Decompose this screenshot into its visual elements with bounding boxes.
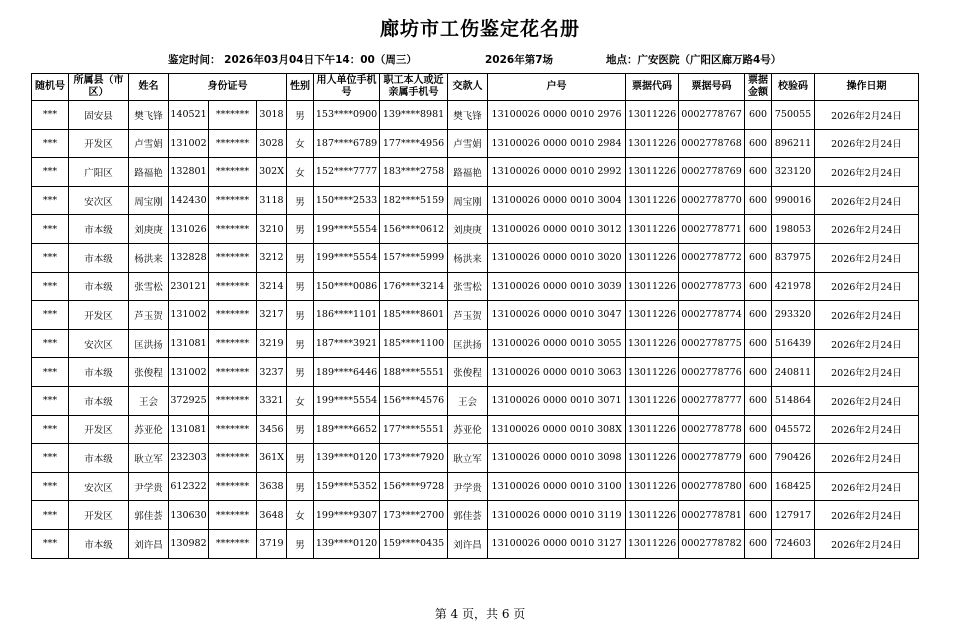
employer-phone-cell: 199****5554 xyxy=(314,215,380,244)
bill-number-cell: 0002778779 xyxy=(679,444,745,473)
table-row xyxy=(32,158,919,187)
bill-code-cell: 13011226 xyxy=(626,529,679,558)
worker-phone-cell: 182****5159 xyxy=(380,186,448,215)
account-cell: 13100026 0000 0010 3071 xyxy=(488,386,626,415)
id-suffix-cell: 3456 xyxy=(257,415,287,444)
payer-cell: 苏亚伦 xyxy=(448,415,488,444)
gender-cell: 女 xyxy=(287,386,314,415)
employer-phone-cell: 139****0120 xyxy=(314,444,380,473)
name-cell: 杨洪来 xyxy=(129,243,169,272)
amount-cell: 600 xyxy=(745,186,772,215)
op-date-cell: 2026年2月24日 xyxy=(815,529,919,558)
account-cell: 13100026 0000 0010 3047 xyxy=(488,301,626,330)
county-cell: 市本级 xyxy=(69,529,129,558)
id-masked-cell: ******* xyxy=(209,301,257,330)
employer-phone-cell: 199****9307 xyxy=(314,501,380,530)
check-code-cell: 790426 xyxy=(772,444,815,473)
table-row xyxy=(32,386,919,415)
id-suffix-cell: 3219 xyxy=(257,329,287,358)
op-date-cell: 2026年2月24日 xyxy=(815,329,919,358)
bill-number-cell: 0002778770 xyxy=(679,186,745,215)
county-cell: 开发区 xyxy=(69,129,129,158)
bill-number-cell: 0002778769 xyxy=(679,158,745,187)
op-date-cell: 2026年2月24日 xyxy=(815,243,919,272)
id-masked-cell: ******* xyxy=(209,358,257,387)
account-cell: 13100026 0000 0010 3098 xyxy=(488,444,626,473)
county-cell: 开发区 xyxy=(69,301,129,330)
name-cell: 尹学贵 xyxy=(129,472,169,501)
worker-phone-cell: 156****0612 xyxy=(380,215,448,244)
random-cell: *** xyxy=(32,272,69,301)
employer-phone-cell: 189****6652 xyxy=(314,415,380,444)
account-cell: 13100026 0000 0010 3127 xyxy=(488,529,626,558)
id-prefix-cell: 612322 xyxy=(169,472,209,501)
employer-phone-cell: 199****5554 xyxy=(314,243,380,272)
col-bill-code: 票据代码 xyxy=(626,74,679,101)
check-code-cell: 750055 xyxy=(772,101,815,130)
worker-phone-cell: 177****5551 xyxy=(380,415,448,444)
bill-code-cell: 13011226 xyxy=(626,158,679,187)
name-cell: 张雪松 xyxy=(129,272,169,301)
id-masked-cell: ******* xyxy=(209,215,257,244)
col-account: 户号 xyxy=(488,74,626,101)
bill-code-cell: 13011226 xyxy=(626,501,679,530)
amount-cell: 600 xyxy=(745,158,772,187)
appraisal-time: 鉴定时间： 2026年03月04日下午14：00（周三） xyxy=(168,54,417,66)
table-row xyxy=(32,329,919,358)
name-cell: 刘许昌 xyxy=(129,529,169,558)
table-row xyxy=(32,301,919,330)
name-cell: 卢雪娟 xyxy=(129,129,169,158)
id-prefix-cell: 131081 xyxy=(169,329,209,358)
check-code-cell: 127917 xyxy=(772,501,815,530)
col-worker-phone: 职工本人或近亲属手机号 xyxy=(380,74,448,101)
bill-code-cell: 13011226 xyxy=(626,129,679,158)
check-code-cell: 293320 xyxy=(772,301,815,330)
county-cell: 开发区 xyxy=(69,501,129,530)
session-number: 2026年第7场 xyxy=(485,54,554,66)
account-cell: 13100026 0000 0010 3012 xyxy=(488,215,626,244)
employer-phone-cell: 189****6446 xyxy=(314,358,380,387)
id-prefix-cell: 232303 xyxy=(169,444,209,473)
col-amount: 票据金额 xyxy=(745,74,772,101)
id-masked-cell: ******* xyxy=(209,129,257,158)
id-masked-cell: ******* xyxy=(209,415,257,444)
payer-cell: 匡洪扬 xyxy=(448,329,488,358)
id-masked-cell: ******* xyxy=(209,329,257,358)
amount-cell: 600 xyxy=(745,358,772,387)
col-employer-phone: 用人单位手机号 xyxy=(314,74,380,101)
worker-phone-cell: 188****5551 xyxy=(380,358,448,387)
bill-number-cell: 0002778775 xyxy=(679,329,745,358)
payer-cell: 张雪松 xyxy=(448,272,488,301)
account-cell: 13100026 0000 0010 3055 xyxy=(488,329,626,358)
random-cell: *** xyxy=(32,158,69,187)
id-suffix-cell: 3212 xyxy=(257,243,287,272)
op-date-cell: 2026年2月24日 xyxy=(815,301,919,330)
check-code-cell: 240811 xyxy=(772,358,815,387)
bill-number-cell: 0002778767 xyxy=(679,101,745,130)
op-date-cell: 2026年2月24日 xyxy=(815,358,919,387)
employer-phone-cell: 150****2533 xyxy=(314,186,380,215)
amount-cell: 600 xyxy=(745,415,772,444)
op-date-cell: 2026年2月24日 xyxy=(815,444,919,473)
id-suffix-cell: 3217 xyxy=(257,301,287,330)
random-cell: *** xyxy=(32,415,69,444)
gender-cell: 男 xyxy=(287,415,314,444)
worker-phone-cell: 183****2758 xyxy=(380,158,448,187)
id-masked-cell: ******* xyxy=(209,386,257,415)
check-code-cell: 198053 xyxy=(772,215,815,244)
name-cell: 王会 xyxy=(129,386,169,415)
id-suffix-cell: 3214 xyxy=(257,272,287,301)
name-cell: 樊飞锋 xyxy=(129,101,169,130)
bill-code-cell: 13011226 xyxy=(626,101,679,130)
payer-cell: 耿立军 xyxy=(448,444,488,473)
header-row xyxy=(32,74,919,101)
id-prefix-cell: 130630 xyxy=(169,501,209,530)
payer-cell: 张俊程 xyxy=(448,358,488,387)
account-cell: 13100026 0000 0010 3119 xyxy=(488,501,626,530)
worker-phone-cell: 157****5999 xyxy=(380,243,448,272)
county-cell: 市本级 xyxy=(69,243,129,272)
gender-cell: 男 xyxy=(287,243,314,272)
amount-cell: 600 xyxy=(745,472,772,501)
op-date-cell: 2026年2月24日 xyxy=(815,215,919,244)
id-suffix-cell: 302X xyxy=(257,158,287,187)
amount-cell: 600 xyxy=(745,129,772,158)
worker-phone-cell: 177****4956 xyxy=(380,129,448,158)
amount-cell: 600 xyxy=(745,386,772,415)
op-date-cell: 2026年2月24日 xyxy=(815,158,919,187)
op-date-cell: 2026年2月24日 xyxy=(815,272,919,301)
name-cell: 张俊程 xyxy=(129,358,169,387)
id-prefix-cell: 132828 xyxy=(169,243,209,272)
check-code-cell: 514864 xyxy=(772,386,815,415)
col-random: 随机号 xyxy=(32,74,69,101)
id-suffix-cell: 3210 xyxy=(257,215,287,244)
op-date-cell: 2026年2月24日 xyxy=(815,415,919,444)
random-cell: *** xyxy=(32,358,69,387)
amount-cell: 600 xyxy=(745,272,772,301)
county-cell: 安次区 xyxy=(69,329,129,358)
bill-code-cell: 13011226 xyxy=(626,329,679,358)
id-prefix-cell: 132801 xyxy=(169,158,209,187)
op-date-cell: 2026年2月24日 xyxy=(815,101,919,130)
random-cell: *** xyxy=(32,129,69,158)
gender-cell: 男 xyxy=(287,358,314,387)
worker-phone-cell: 156****9728 xyxy=(380,472,448,501)
worker-phone-cell: 159****0435 xyxy=(380,529,448,558)
id-prefix-cell: 131002 xyxy=(169,301,209,330)
name-cell: 耿立军 xyxy=(129,444,169,473)
id-suffix-cell: 3028 xyxy=(257,129,287,158)
op-date-cell: 2026年2月24日 xyxy=(815,472,919,501)
amount-cell: 600 xyxy=(745,501,772,530)
check-code-cell: 168425 xyxy=(772,472,815,501)
amount-cell: 600 xyxy=(745,215,772,244)
random-cell: *** xyxy=(32,472,69,501)
id-prefix-cell: 142430 xyxy=(169,186,209,215)
random-cell: *** xyxy=(32,215,69,244)
col-bill-number: 票据号码 xyxy=(679,74,745,101)
county-cell: 广阳区 xyxy=(69,158,129,187)
id-masked-cell: ******* xyxy=(209,243,257,272)
gender-cell: 男 xyxy=(287,101,314,130)
roster-table xyxy=(31,73,919,559)
payer-cell: 周宝刚 xyxy=(448,186,488,215)
amount-cell: 600 xyxy=(745,329,772,358)
bill-number-cell: 0002778773 xyxy=(679,272,745,301)
payer-cell: 杨洪来 xyxy=(448,243,488,272)
bill-number-cell: 0002778781 xyxy=(679,501,745,530)
check-code-cell: 421978 xyxy=(772,272,815,301)
employer-phone-cell: 139****0120 xyxy=(314,529,380,558)
gender-cell: 男 xyxy=(287,444,314,473)
id-suffix-cell: 3237 xyxy=(257,358,287,387)
id-suffix-cell: 3648 xyxy=(257,501,287,530)
id-prefix-cell: 140521 xyxy=(169,101,209,130)
worker-phone-cell: 173****2700 xyxy=(380,501,448,530)
id-prefix-cell: 131002 xyxy=(169,129,209,158)
location: 地点：广安医院（广阳区廊万路4号） xyxy=(606,54,782,66)
payer-cell: 王会 xyxy=(448,386,488,415)
random-cell: *** xyxy=(32,243,69,272)
col-name: 姓名 xyxy=(129,74,169,101)
worker-phone-cell: 185****1100 xyxy=(380,329,448,358)
payer-cell: 芦玉贺 xyxy=(448,301,488,330)
name-cell: 周宝刚 xyxy=(129,186,169,215)
employer-phone-cell: 187****6789 xyxy=(314,129,380,158)
table-row xyxy=(32,501,919,530)
bill-number-cell: 0002778772 xyxy=(679,243,745,272)
payer-cell: 卢雪娟 xyxy=(448,129,488,158)
id-masked-cell: ******* xyxy=(209,444,257,473)
account-cell: 13100026 0000 0010 3063 xyxy=(488,358,626,387)
bill-code-cell: 13011226 xyxy=(626,472,679,501)
account-cell: 13100026 0000 0010 3004 xyxy=(488,186,626,215)
account-cell: 13100026 0000 0010 3039 xyxy=(488,272,626,301)
name-cell: 郭佳荟 xyxy=(129,501,169,530)
col-op-date: 操作日期 xyxy=(815,74,919,101)
table-row xyxy=(32,358,919,387)
bill-number-cell: 0002778780 xyxy=(679,472,745,501)
id-masked-cell: ******* xyxy=(209,272,257,301)
id-masked-cell: ******* xyxy=(209,501,257,530)
employer-phone-cell: 187****3921 xyxy=(314,329,380,358)
gender-cell: 男 xyxy=(287,215,314,244)
name-cell: 路福艳 xyxy=(129,158,169,187)
gender-cell: 男 xyxy=(287,529,314,558)
id-masked-cell: ******* xyxy=(209,158,257,187)
payer-cell: 尹学贵 xyxy=(448,472,488,501)
col-county: 所属县（市区） xyxy=(69,74,129,101)
gender-cell: 男 xyxy=(287,272,314,301)
county-cell: 市本级 xyxy=(69,444,129,473)
account-cell: 13100026 0000 0010 2992 xyxy=(488,158,626,187)
employer-phone-cell: 186****1101 xyxy=(314,301,380,330)
worker-phone-cell: 139****8981 xyxy=(380,101,448,130)
worker-phone-cell: 156****4576 xyxy=(380,386,448,415)
account-cell: 13100026 0000 0010 2984 xyxy=(488,129,626,158)
employer-phone-cell: 199****5554 xyxy=(314,386,380,415)
worker-phone-cell: 173****7920 xyxy=(380,444,448,473)
check-code-cell: 724603 xyxy=(772,529,815,558)
id-suffix-cell: 3118 xyxy=(257,186,287,215)
gender-cell: 男 xyxy=(287,329,314,358)
random-cell: *** xyxy=(32,301,69,330)
page-title: 廊坊市工伤鉴定花名册 xyxy=(379,18,580,40)
payer-cell: 路福艳 xyxy=(448,158,488,187)
col-check-code: 校验码 xyxy=(772,74,815,101)
col-payer: 交款人 xyxy=(448,74,488,101)
gender-cell: 女 xyxy=(287,158,314,187)
account-cell: 13100026 0000 0010 308X xyxy=(488,415,626,444)
id-suffix-cell: 3638 xyxy=(257,472,287,501)
bill-code-cell: 13011226 xyxy=(626,358,679,387)
table-row xyxy=(32,101,919,130)
op-date-cell: 2026年2月24日 xyxy=(815,129,919,158)
page-number: 第 4 页，共 6 页 xyxy=(434,607,526,621)
bill-code-cell: 13011226 xyxy=(626,243,679,272)
bill-code-cell: 13011226 xyxy=(626,444,679,473)
table-row xyxy=(32,444,919,473)
bill-number-cell: 0002778782 xyxy=(679,529,745,558)
table-row xyxy=(32,215,919,244)
gender-cell: 女 xyxy=(287,501,314,530)
employer-phone-cell: 153****0900 xyxy=(314,101,380,130)
id-prefix-cell: 230121 xyxy=(169,272,209,301)
bill-number-cell: 0002778771 xyxy=(679,215,745,244)
bill-code-cell: 13011226 xyxy=(626,186,679,215)
amount-cell: 600 xyxy=(745,301,772,330)
table-row xyxy=(32,129,919,158)
amount-cell: 600 xyxy=(745,101,772,130)
employer-phone-cell: 159****5352 xyxy=(314,472,380,501)
county-cell: 开发区 xyxy=(69,415,129,444)
check-code-cell: 323120 xyxy=(772,158,815,187)
random-cell: *** xyxy=(32,101,69,130)
id-prefix-cell: 130982 xyxy=(169,529,209,558)
account-cell: 13100026 0000 0010 3100 xyxy=(488,472,626,501)
id-masked-cell: ******* xyxy=(209,529,257,558)
payer-cell: 郭佳荟 xyxy=(448,501,488,530)
county-cell: 市本级 xyxy=(69,358,129,387)
payer-cell: 樊飞锋 xyxy=(448,101,488,130)
bill-number-cell: 0002778776 xyxy=(679,358,745,387)
table-row xyxy=(32,529,919,558)
county-cell: 市本级 xyxy=(69,272,129,301)
payer-cell: 刘庚庚 xyxy=(448,215,488,244)
bill-number-cell: 0002778777 xyxy=(679,386,745,415)
id-suffix-cell: 3321 xyxy=(257,386,287,415)
check-code-cell: 990016 xyxy=(772,186,815,215)
col-gender: 性别 xyxy=(287,74,314,101)
id-masked-cell: ******* xyxy=(209,472,257,501)
random-cell: *** xyxy=(32,386,69,415)
gender-cell: 男 xyxy=(287,301,314,330)
id-masked-cell: ******* xyxy=(209,101,257,130)
amount-cell: 600 xyxy=(745,529,772,558)
op-date-cell: 2026年2月24日 xyxy=(815,186,919,215)
check-code-cell: 045572 xyxy=(772,415,815,444)
bill-code-cell: 13011226 xyxy=(626,272,679,301)
col-idcard: 身份证号 xyxy=(169,74,287,101)
bill-code-cell: 13011226 xyxy=(626,301,679,330)
check-code-cell: 896211 xyxy=(772,129,815,158)
table-row xyxy=(32,472,919,501)
employer-phone-cell: 150****0086 xyxy=(314,272,380,301)
random-cell: *** xyxy=(32,529,69,558)
county-cell: 市本级 xyxy=(69,215,129,244)
account-cell: 13100026 0000 0010 2976 xyxy=(488,101,626,130)
bill-code-cell: 13011226 xyxy=(626,415,679,444)
check-code-cell: 837975 xyxy=(772,243,815,272)
worker-phone-cell: 185****8601 xyxy=(380,301,448,330)
random-cell: *** xyxy=(32,186,69,215)
op-date-cell: 2026年2月24日 xyxy=(815,501,919,530)
table-row xyxy=(32,243,919,272)
county-cell: 安次区 xyxy=(69,472,129,501)
id-suffix-cell: 361X xyxy=(257,444,287,473)
table-row xyxy=(32,415,919,444)
county-cell: 安次区 xyxy=(69,186,129,215)
gender-cell: 男 xyxy=(287,186,314,215)
worker-phone-cell: 176****3214 xyxy=(380,272,448,301)
gender-cell: 女 xyxy=(287,129,314,158)
employer-phone-cell: 152****7777 xyxy=(314,158,380,187)
name-cell: 刘庚庚 xyxy=(129,215,169,244)
gender-cell: 男 xyxy=(287,472,314,501)
amount-cell: 600 xyxy=(745,243,772,272)
id-prefix-cell: 131026 xyxy=(169,215,209,244)
id-suffix-cell: 3719 xyxy=(257,529,287,558)
random-cell: *** xyxy=(32,501,69,530)
id-masked-cell: ******* xyxy=(209,186,257,215)
id-prefix-cell: 131002 xyxy=(169,358,209,387)
amount-cell: 600 xyxy=(745,444,772,473)
op-date-cell: 2026年2月24日 xyxy=(815,386,919,415)
random-cell: *** xyxy=(32,444,69,473)
id-suffix-cell: 3018 xyxy=(257,101,287,130)
name-cell: 匡洪扬 xyxy=(129,329,169,358)
table-row xyxy=(32,272,919,301)
id-prefix-cell: 372925 xyxy=(169,386,209,415)
payer-cell: 刘许昌 xyxy=(448,529,488,558)
bill-number-cell: 0002778768 xyxy=(679,129,745,158)
bill-code-cell: 13011226 xyxy=(626,215,679,244)
bill-number-cell: 0002778778 xyxy=(679,415,745,444)
bill-code-cell: 13011226 xyxy=(626,386,679,415)
bill-number-cell: 0002778774 xyxy=(679,301,745,330)
county-cell: 市本级 xyxy=(69,386,129,415)
random-cell: *** xyxy=(32,329,69,358)
table-row xyxy=(32,186,919,215)
name-cell: 芦玉贺 xyxy=(129,301,169,330)
check-code-cell: 516439 xyxy=(772,329,815,358)
county-cell: 固安县 xyxy=(69,101,129,130)
id-prefix-cell: 131081 xyxy=(169,415,209,444)
account-cell: 13100026 0000 0010 3020 xyxy=(488,243,626,272)
name-cell: 苏亚伦 xyxy=(129,415,169,444)
